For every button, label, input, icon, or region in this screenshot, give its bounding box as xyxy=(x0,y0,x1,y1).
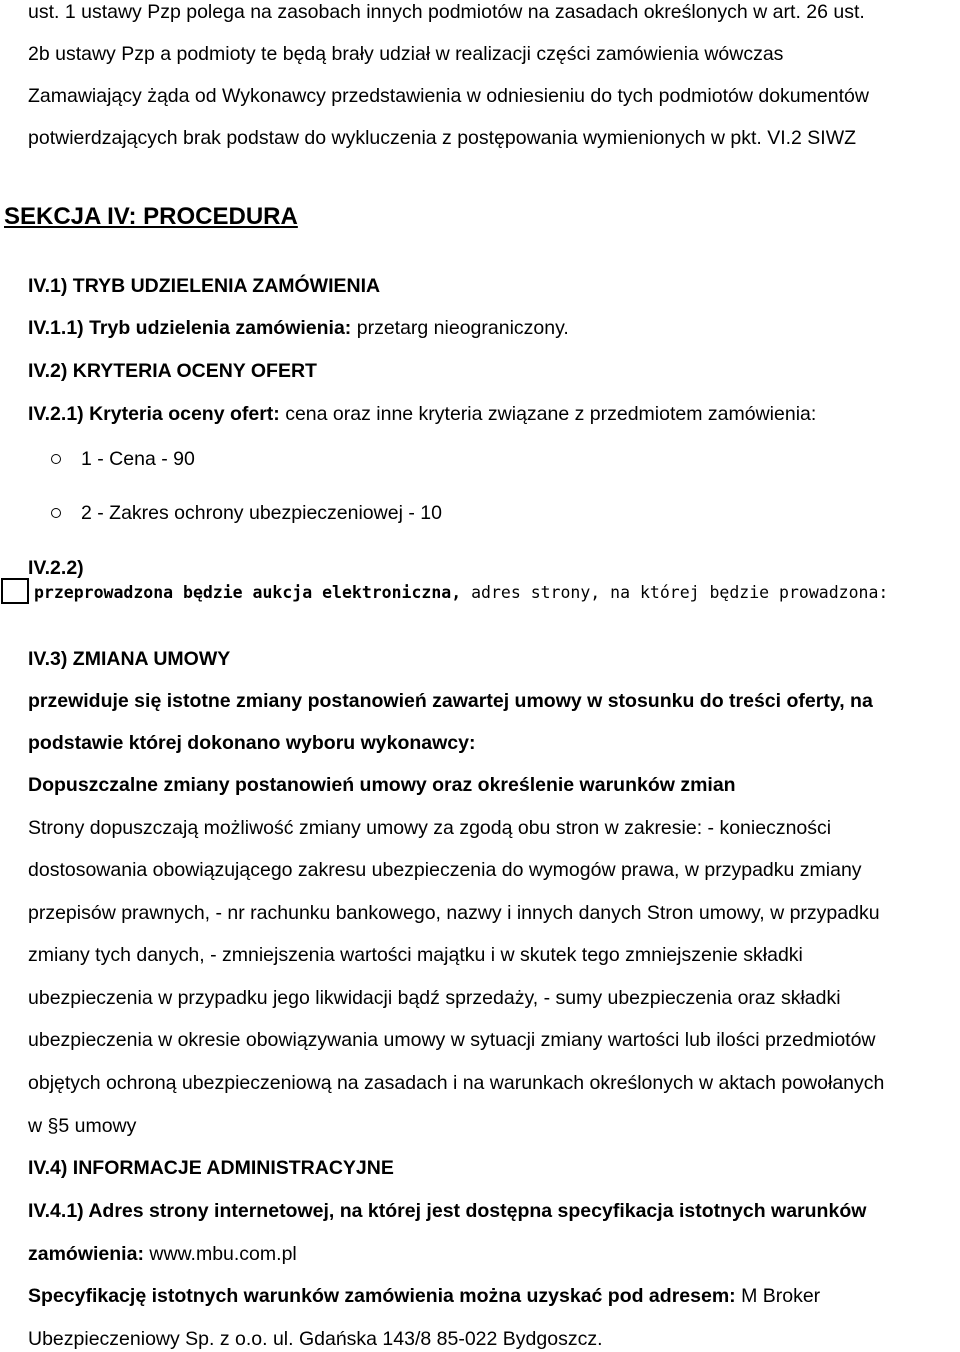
iv1-procedure-value: przetarg nieograniczony. xyxy=(351,317,569,339)
iv3-text-line-4: zmiany tych danych, - zmniejszenia wartości majątku i w skutek tego zmniejszenie składki xyxy=(28,944,803,966)
iv3-bold-line-1: przewiduje się istotne zmiany postanowień zawartej umowy w stosunku do treści oferty, na xyxy=(28,690,873,712)
iv1-heading: IV.1) TRYB UDZIELENIA ZAMÓWIENIA xyxy=(28,275,381,297)
iv4-url-label-1: IV.4.1) Adres strony internetowej, na której jest dostępna specyfikacja istotnych warunków xyxy=(28,1200,867,1222)
iv3-bold-line-2: podstawie której dokonano wyboru wykonawcy: xyxy=(28,732,476,754)
iv3-text-line-3: przepisów prawnych, - nr rachunku bankowego, nazwy i innych danych Stron umowy, w przypadku xyxy=(28,902,880,924)
iv1-procedure-label: IV.1.1) Tryb udzielenia zamówienia: xyxy=(28,317,352,339)
iv4-url-label-2: zamówienia: xyxy=(28,1243,144,1265)
iv4-spec-value-2: Ubezpieczeniowy Sp. z o.o. ul. Gdańska 143/8 85-022 Bydgoszcz. xyxy=(28,1328,603,1350)
iv4-heading: IV.4) INFORMACJE ADMINISTRACYJNE xyxy=(28,1157,394,1179)
iv3-text-line-7: objętych ochroną ubezpieczeniową na zasadach i na warunkach określonych w aktach powołanych xyxy=(28,1072,885,1094)
iv2-heading: IV.2) KRYTERIA OCENY OFERT xyxy=(28,360,317,382)
auction-bold: przeprowadzona będzie aukcja elektroniczna, xyxy=(34,583,462,602)
criterion-item-2: 2 - Zakres ochrony ubezpieczeniowej - 10 xyxy=(81,502,442,524)
intro-line-3: Zamawiający żąda od Wykonawcy przedstawienia w odniesieniu do tych podmiotów dokumentów xyxy=(28,85,869,107)
bullet-icon xyxy=(51,454,61,464)
iv3-text-line-6: ubezpieczenia w okresie obowiązywania umowy w sytuacji zmiany wartości lub ilości przedmiotów xyxy=(28,1029,876,1051)
iv2-auction-label: IV.2.2) xyxy=(28,557,84,579)
iv4-spec-value-1: M Broker xyxy=(735,1285,821,1307)
iv2-criteria-value: cena oraz inne kryteria związane z przedmiotem zamówienia: xyxy=(279,403,817,425)
iv4-url-line xyxy=(28,1242,297,1266)
iv3-heading: IV.3) ZMIANA UMOWY xyxy=(28,648,231,670)
iv4-url-value[interactable]: www.mbu.com.pl xyxy=(143,1243,297,1265)
section-title: SEKCJA IV: PROCEDURA xyxy=(4,203,298,230)
iv3-text-line-2: dostosowania obowiązującego zakresu ubezpieczenia do wymogów prawa, w przypadku zmiany xyxy=(28,859,862,881)
bullet-icon xyxy=(51,508,61,518)
iv1-procedure xyxy=(28,316,569,340)
iv3-bold-line-3: Dopuszczalne zmiany postanowień umowy oraz określenie warunków zmian xyxy=(28,774,736,796)
auction-rest: adres strony, na której będzie prowadzona: xyxy=(461,583,889,602)
intro-line-4: potwierdzających brak podstaw do wykluczenia z postępowania wymienionych w pkt. VI.2 SIWZ xyxy=(28,127,857,149)
iv2-criteria-intro xyxy=(28,402,816,426)
iv3-text-line-5: ubezpieczenia w przypadku jego likwidacji bądź sprzedaży, - sumy ubezpieczenia oraz składki xyxy=(28,987,841,1009)
intro-line-1: ust. 1 ustawy Pzp polega na zasobach innych podmiotów na zasadach określonych w art. 26 ust. xyxy=(28,1,865,23)
auction-checkbox[interactable] xyxy=(1,578,29,604)
auction-line xyxy=(34,581,888,605)
iv4-spec-label: Specyfikację istotnych warunków zamówienia można uzyskać pod adresem: xyxy=(28,1285,736,1307)
intro-line-2: 2b ustawy Pzp a podmioty te będą brały udział w realizacji części zamówienia wówczas xyxy=(28,43,784,65)
iv2-criteria-label: IV.2.1) Kryteria oceny ofert: xyxy=(28,403,280,425)
iv3-text-line-1: Strony dopuszczają możliwość zmiany umowy za zgodą obu stron w zakresie: - konieczności xyxy=(28,817,832,839)
criterion-item-1: 1 - Cena - 90 xyxy=(81,448,195,470)
iv4-spec-line xyxy=(28,1284,820,1308)
iv3-text-line-8: w §5 umowy xyxy=(28,1115,137,1137)
